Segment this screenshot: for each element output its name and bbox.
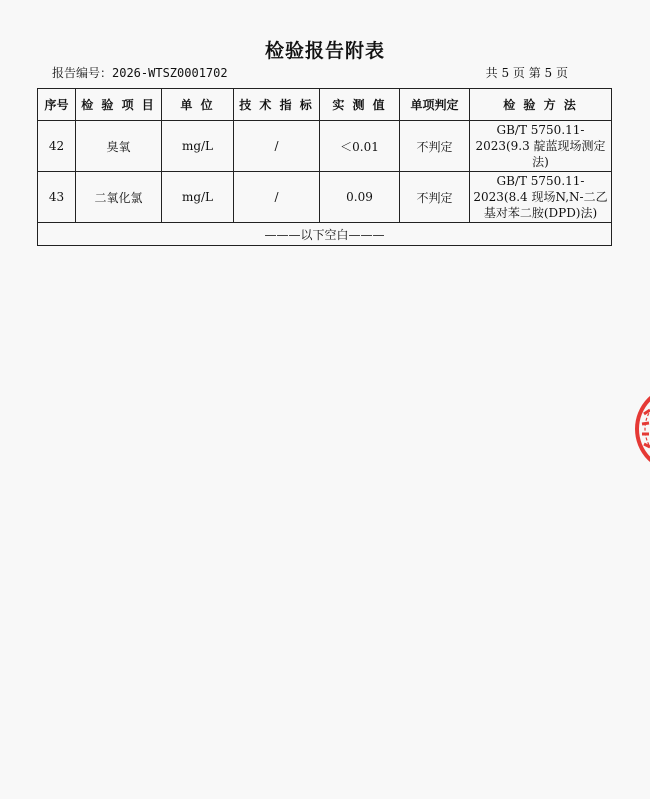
seal-ring bbox=[637, 387, 650, 471]
header-judgment: 单项判定 bbox=[400, 89, 470, 121]
cell-judgment: 不判定 bbox=[400, 172, 470, 223]
header-measured: 实 测 值 bbox=[320, 89, 400, 121]
cell-judgment: 不判定 bbox=[400, 121, 470, 172]
results-table bbox=[37, 88, 612, 246]
cell-method: GB/T 5750.11-2023(9.3 靛蓝现场测定法) bbox=[470, 121, 612, 172]
header-unit: 单 位 bbox=[162, 89, 234, 121]
blank-note-row bbox=[38, 223, 612, 246]
cell-item: 二氧化氯 bbox=[76, 172, 162, 223]
cell-item: 臭氧 bbox=[76, 121, 162, 172]
table-row bbox=[38, 172, 612, 223]
report-number: 报告编号：2026-WTSZ0001702 bbox=[52, 66, 228, 80]
page-count: 共 5 页 第 5 页 bbox=[485, 66, 568, 80]
header-method: 检 验 方 法 bbox=[470, 89, 612, 121]
cell-standard: / bbox=[234, 121, 320, 172]
table-header-row bbox=[38, 89, 612, 121]
cell-no: 42 bbox=[38, 121, 76, 172]
table-row bbox=[38, 121, 612, 172]
official-seal-stamp bbox=[634, 384, 650, 474]
blank-below-note: ———以下空白——— bbox=[38, 223, 612, 246]
cell-standard: / bbox=[234, 172, 320, 223]
cell-unit: mg/L bbox=[162, 172, 234, 223]
cell-method: GB/T 5750.11-2023(8.4 现场N,N-二乙基对苯二胺(DPD)法) bbox=[470, 172, 612, 223]
header-no: 序号 bbox=[38, 89, 76, 121]
header-standard: 技 术 指 标 bbox=[234, 89, 320, 121]
cell-measured: ＜0.01 bbox=[320, 121, 400, 172]
cell-no: 43 bbox=[38, 172, 76, 223]
header-item: 检 验 项 目 bbox=[76, 89, 162, 121]
cell-measured: 0.09 bbox=[320, 172, 400, 223]
cell-unit: mg/L bbox=[162, 121, 234, 172]
page-title: 检验报告附表 bbox=[264, 40, 385, 62]
